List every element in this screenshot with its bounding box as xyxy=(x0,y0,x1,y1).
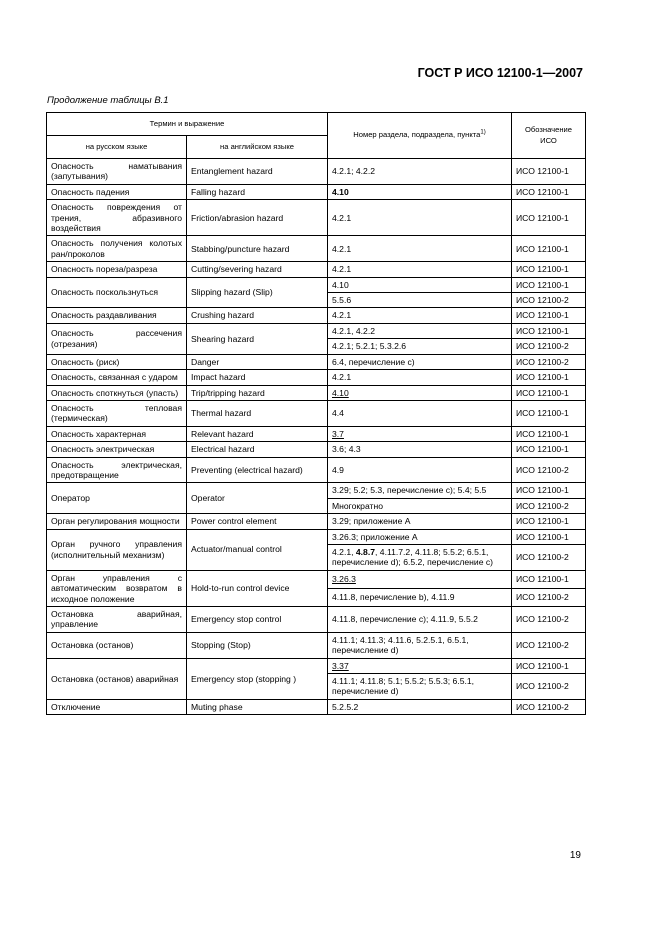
section-ref-cell xyxy=(328,277,512,292)
term-en-cell: Operator xyxy=(187,483,328,514)
section-ref-text: 4.11.8, перечисление с); 4.11.9, 5.5.2 xyxy=(332,614,478,625)
term-ru-cell: Опасность (риск) xyxy=(47,354,187,369)
iso-cell: ИСО 12100-1 xyxy=(512,385,586,400)
section-header xyxy=(328,113,512,159)
iso-cell: ИСО 12100-2 xyxy=(512,699,586,714)
term-ru-cell: Остановка (останов) аварийная xyxy=(47,658,187,699)
section-ref-cell xyxy=(328,632,512,658)
section-ref-cell xyxy=(328,457,512,483)
term-ru-cell: Оператор xyxy=(47,483,187,514)
section-header-text: Номер раздела, подраздела, пункта xyxy=(353,130,481,140)
section-ref-text: 4.2.1 xyxy=(332,243,352,254)
term-en-cell: Emergency stop (stopping ) xyxy=(187,658,328,699)
section-ref-cell xyxy=(328,498,512,513)
term-en-cell: Power control element xyxy=(187,514,328,529)
term-en-cell: Friction/abrasion hazard xyxy=(187,200,328,236)
section-ref-cell xyxy=(328,514,512,529)
section-ref-text: 3.29; приложение А xyxy=(332,516,411,527)
term-ru-cell: Опасность электрическая xyxy=(47,442,187,457)
table-row xyxy=(47,442,586,457)
iso-cell: ИСО 12100-1 xyxy=(512,236,586,262)
term-en-cell: Crushing hazard xyxy=(187,308,328,323)
section-ref-text: 4.2.1 xyxy=(332,310,352,321)
iso-cell: ИСО 12100-1 xyxy=(512,277,586,292)
table-row xyxy=(47,370,586,385)
iso-cell: ИСО 12100-1 xyxy=(512,400,586,426)
section-ref-text: 4.8.7 xyxy=(355,546,376,557)
term-en-cell: Actuator/manual control xyxy=(187,529,328,570)
term-en-cell: Muting phase xyxy=(187,699,328,714)
table-row xyxy=(47,426,586,441)
section-ref-cell xyxy=(328,483,512,498)
term-en-cell: Hold-to-run control device xyxy=(187,570,328,606)
term-ru-cell: Опасность рассечения (отрезания) xyxy=(47,323,187,354)
section-ref-cell xyxy=(328,184,512,199)
term-en-cell: Preventing (electrical hazard) xyxy=(187,457,328,483)
term-en-cell: Relevant hazard xyxy=(187,426,328,441)
section-ref-text: 4.10 xyxy=(332,186,349,197)
table-caption: Продолжение таблицы В.1 xyxy=(47,95,169,106)
term-ru-cell: Опасность наматывания (запутывания) xyxy=(47,159,187,185)
section-ref-cell xyxy=(328,570,512,588)
term-ru-cell: Орган управления с автоматическим возвратом в исходное положение xyxy=(47,570,187,606)
iso-cell: ИСО 12100-1 xyxy=(512,370,586,385)
term-en-cell: Stopping (Stop) xyxy=(187,632,328,658)
section-ref-text: 4.2.1 xyxy=(332,264,352,275)
section-ref-cell xyxy=(328,236,512,262)
section-ref-text: 4.2.1 xyxy=(332,212,352,223)
terms-table xyxy=(46,112,586,715)
term-ru-cell: Орган ручного управления (исполнительный механизм) xyxy=(47,529,187,570)
term-en-cell: Trip/tripping hazard xyxy=(187,385,328,400)
term-ru-cell: Опасность повреждения от трения, абразивного воздействия xyxy=(47,200,187,236)
section-ref-text: Многократно xyxy=(332,500,383,511)
section-ref-cell xyxy=(328,354,512,369)
term-ru-cell: Орган регулирования мощности xyxy=(47,514,187,529)
section-ref-text: 4.2.1, 4.2.2 xyxy=(332,325,376,336)
term-en-cell: Thermal hazard xyxy=(187,400,328,426)
iso-cell: ИСО 12100-2 xyxy=(512,354,586,369)
section-ref-text: 3.6; 4.3 xyxy=(332,444,361,455)
section-ref-cell xyxy=(328,159,512,185)
iso-cell: ИСО 12100-1 xyxy=(512,570,586,588)
term-ru-cell: Опасность поскользнуться xyxy=(47,277,187,308)
table-row xyxy=(47,262,586,277)
table-row xyxy=(47,570,586,588)
term-en-cell: Danger xyxy=(187,354,328,369)
term-ru-cell: Опасность споткнуться (упасть) xyxy=(47,385,187,400)
iso-cell: ИСО 12100-1 xyxy=(512,426,586,441)
section-ref-text: 3.26.3; приложение А xyxy=(332,531,418,542)
term-ru-cell: Опасность электрическая, предотвращение xyxy=(47,457,187,483)
section-ref-text: 4.11.1; 4.11.8; 5.1; 5.5.2; 5.5.3; 6.5.1, перечисление d) xyxy=(332,676,475,697)
term-en-cell: Entanglement hazard xyxy=(187,159,328,185)
table-row xyxy=(47,236,586,262)
section-ref-cell xyxy=(328,293,512,308)
page-number: 19 xyxy=(569,850,581,861)
footnote-mark: 1) xyxy=(480,129,486,136)
section-ref-cell xyxy=(328,607,512,633)
section-ref-text: 6.4, перечисление с) xyxy=(332,356,415,367)
term-ru-cell: Остановка (останов) xyxy=(47,632,187,658)
section-ref-cell xyxy=(328,370,512,385)
section-ref-text: 3.7 xyxy=(332,428,344,439)
term-ru-cell: Опасность тепловая (термическая) xyxy=(47,400,187,426)
term-ru-cell: Опасность падения xyxy=(47,184,187,199)
section-ref-cell xyxy=(328,308,512,323)
table-row xyxy=(47,699,586,714)
table-body xyxy=(47,159,586,715)
iso-cell: ИСО 12100-1 xyxy=(512,184,586,199)
term-ru-cell: Опасность раздавливания xyxy=(47,308,187,323)
term-ru-cell: Опасность, связанная с ударом xyxy=(47,370,187,385)
term-ru-cell: Опасность характерная xyxy=(47,426,187,441)
table-row xyxy=(47,457,586,483)
term-en-cell: Falling hazard xyxy=(187,184,328,199)
iso-cell: ИСО 12100-2 xyxy=(512,588,586,606)
table-row xyxy=(47,184,586,199)
section-ref-cell xyxy=(328,658,512,673)
term-ru-cell: Остановка аварийная, управление xyxy=(47,607,187,633)
section-ref-text: 4.11.1; 4.11.3; 4.11.6, 5.2.5.1, 6.5.1, перечисление d) xyxy=(332,634,469,656)
table-row xyxy=(47,200,586,236)
ru-header: на русском языке xyxy=(47,136,187,159)
term-en-cell: Emergency stop control xyxy=(187,607,328,633)
iso-cell: ИСО 12100-1 xyxy=(512,483,586,498)
iso-cell: ИСО 12100-1 xyxy=(512,529,586,544)
section-ref-cell xyxy=(328,323,512,338)
table-row xyxy=(47,529,586,544)
term-en-cell: Impact hazard xyxy=(187,370,328,385)
section-ref-text: , 4.11.7.2, 4.11.8; 5.5.2; 6.5.1, перечисление d); 6.5.2, перечисление с) xyxy=(332,546,494,568)
iso-cell: ИСО 12100-1 xyxy=(512,308,586,323)
term-en-cell: Slipping hazard (Slip) xyxy=(187,277,328,308)
iso-cell: ИСО 12100-2 xyxy=(512,607,586,633)
section-ref-text: 4.4 xyxy=(332,408,344,419)
term-en-cell: Cutting/severing hazard xyxy=(187,262,328,277)
section-ref-text: 3.37 xyxy=(332,660,349,671)
section-ref-text: 4.2.1; 5.2.1; 5.3.2.6 xyxy=(332,341,407,352)
term-en-cell: Electrical hazard xyxy=(187,442,328,457)
iso-cell: ИСО 12100-2 xyxy=(512,544,586,570)
term-header: Термин и выражение xyxy=(47,113,328,136)
document-code: ГОСТ Р ИСО 12100-1—2007 xyxy=(417,66,583,80)
section-ref-cell xyxy=(328,699,512,714)
table-row xyxy=(47,385,586,400)
section-ref-cell xyxy=(328,588,512,606)
en-header: на английском языке xyxy=(187,136,328,159)
section-ref-cell xyxy=(328,200,512,236)
section-ref-text: 4.10 xyxy=(332,279,349,290)
section-ref-cell xyxy=(328,529,512,544)
term-ru-cell: Отключение xyxy=(47,699,187,714)
section-ref-text: 4.2.1; 4.2.2 xyxy=(332,166,376,177)
section-ref-text: 4.10 xyxy=(332,387,349,398)
term-ru-cell: Опасность получения колотых ран/проколов xyxy=(47,236,187,262)
iso-cell: ИСО 12100-1 xyxy=(512,159,586,185)
section-ref-cell xyxy=(328,339,512,354)
section-ref-text: 5.2.5.2 xyxy=(332,701,359,712)
table-row xyxy=(47,354,586,369)
table-row xyxy=(47,308,586,323)
section-ref-text: 4.11.8, перечисление b), 4.11.9 xyxy=(332,592,455,603)
iso-header: Обозначение ИСО xyxy=(512,113,586,159)
iso-cell: ИСО 12100-2 xyxy=(512,339,586,354)
table-row xyxy=(47,514,586,529)
iso-cell: ИСО 12100-2 xyxy=(512,457,586,483)
table-row xyxy=(47,159,586,185)
term-en-cell: Stabbing/puncture hazard xyxy=(187,236,328,262)
table-row xyxy=(47,658,586,673)
header-row xyxy=(47,113,586,136)
table-row xyxy=(47,400,586,426)
iso-cell: ИСО 12100-1 xyxy=(512,442,586,457)
iso-cell: ИСО 12100-1 xyxy=(512,658,586,673)
section-ref-cell xyxy=(328,442,512,457)
section-ref-cell xyxy=(328,426,512,441)
section-ref-text: 3.26.3 xyxy=(332,574,356,585)
section-ref-text: 5.5.6 xyxy=(332,295,352,306)
term-ru-cell: Опасность пореза/разреза xyxy=(47,262,187,277)
section-ref-text: 3.29; 5.2; 5.3, перечисление с); 5.4; 5.5 xyxy=(332,485,487,496)
section-ref-cell xyxy=(328,262,512,277)
section-ref-text: 4.2.1 xyxy=(332,372,352,383)
table-row xyxy=(47,607,586,633)
table-row xyxy=(47,632,586,658)
iso-cell: ИСО 12100-1 xyxy=(512,514,586,529)
iso-cell: ИСО 12100-1 xyxy=(512,200,586,236)
iso-cell: ИСО 12100-1 xyxy=(512,262,586,277)
section-ref-cell xyxy=(328,544,512,570)
iso-cell: ИСО 12100-2 xyxy=(512,498,586,513)
iso-cell: ИСО 12100-2 xyxy=(512,293,586,308)
table-row xyxy=(47,483,586,498)
section-ref-cell xyxy=(328,674,512,700)
table-row xyxy=(47,277,586,292)
iso-cell: ИСО 12100-2 xyxy=(512,632,586,658)
term-en-cell: Shearing hazard xyxy=(187,323,328,354)
iso-cell: ИСО 12100-1 xyxy=(512,323,586,338)
section-ref-cell xyxy=(328,400,512,426)
section-ref-text: 4.2.1, xyxy=(332,546,356,557)
iso-cell: ИСО 12100-2 xyxy=(512,674,586,700)
section-ref-text: 4.9 xyxy=(332,464,344,475)
section-ref-cell xyxy=(328,385,512,400)
table-row xyxy=(47,323,586,338)
